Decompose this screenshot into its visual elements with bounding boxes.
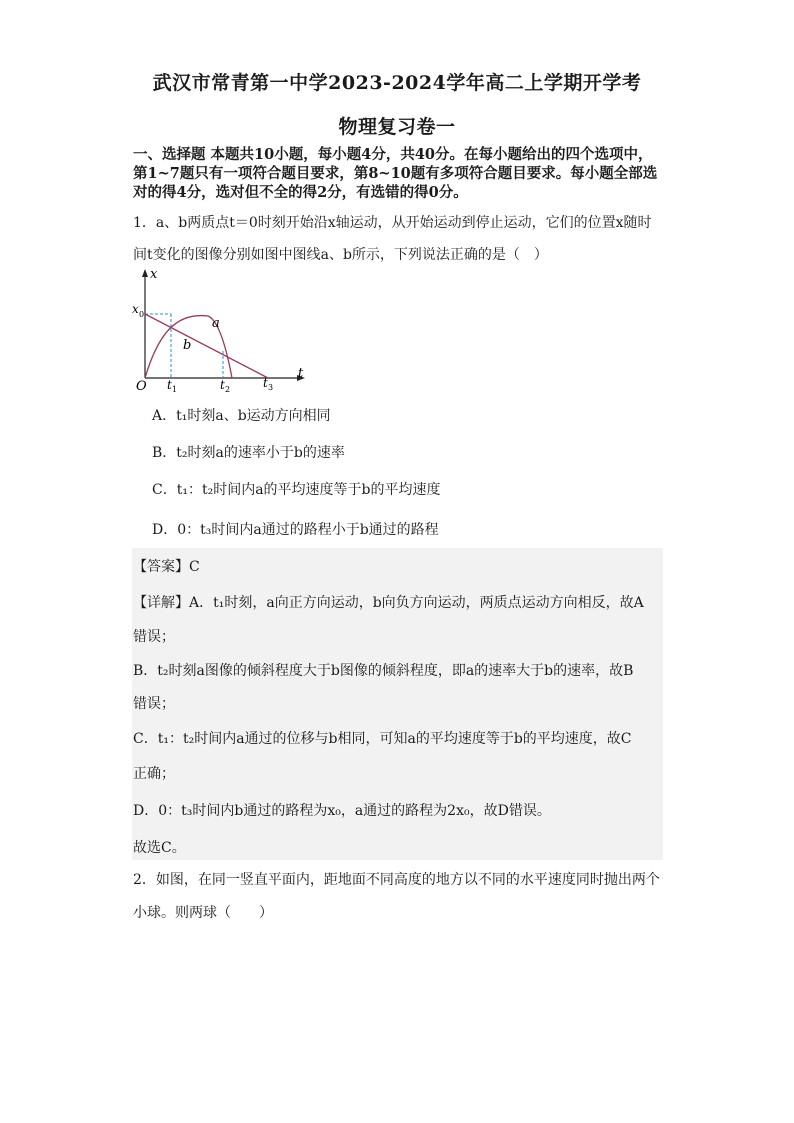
t1-sub: 1 [172,385,178,394]
line-b [145,314,268,378]
q1-detail-4: 错误； [133,696,175,712]
q1-answer: 【答案】C [133,559,200,575]
t2-sub: 2 [225,385,231,394]
y-axis-label: x [150,267,158,282]
q1-option-a: A．t₁时刻a、b运动方向相同 [152,408,331,424]
t2-label: t [220,378,225,392]
t3-label: t [263,376,268,390]
q1-option-d: D．0：t₃时间内a通过的路程小于b通过的路程 [152,522,439,538]
q1-detail-5: C．t₁：t₂时间内a通过的位移与b相同，可知a的平均速度等于b的平均速度，故C [133,731,632,747]
section-instructions: 一、选择题 本题共10小题，每小题4分，共40分。在每小题给出的四个选项中，第1~7题只有一项符合题目要求，第8~10题有多项符合题目要求。每小题全部选对的得4分，选对但不全的得2分，有选错的得0分。 [133,146,658,201]
x-axis-label: t [298,366,304,381]
line-b-label: b [183,338,192,353]
t1-label: t [167,378,172,392]
q1-stem-line1: 1．a、b两质点t＝0时刻开始沿x轴运动，从开始运动到停止运动，它们的位置x随时 [133,215,652,231]
q2-stem-line2: 小球。则两球（ ） [133,905,273,921]
q1-detail-2: 错误； [133,629,175,645]
q2-stem-line1: 2．如图，在同一竖直平面内，距地面不同高度的地方以不同的水平速度同时抛出两个 [133,872,660,888]
y-axis-arrow [142,269,148,277]
q1-detail-6: 正确； [133,766,175,782]
q1-option-c: C．t₁：t₂时间内a的平均速度等于b的平均速度 [152,482,441,498]
exam-subtitle: 物理复习卷一 [338,116,456,138]
x0-sub: 0 [139,310,145,319]
x0-label: x [132,302,139,316]
q1-stem-line2: 间t变化的图像分别如图中图线a、b所示，下列说法正确的是（ ） [133,247,548,263]
curve-a-label: a [212,316,220,331]
origin-label: O [136,379,147,394]
q1-option-b: B．t₂时刻a的速率小于b的速率 [152,445,345,461]
xt-graph [128,266,310,394]
exam-title: 武汉市常青第一中学2023-2024学年高二上学期开学考 [152,72,642,94]
q1-detail-3: B．t₂时刻a图像的倾斜程度大于b图像的倾斜程度，即a的速率大于b的速率，故B [133,663,634,679]
t3-sub: 3 [268,383,274,392]
q1-detail-1: 【详解】A．t₁时刻，a向正方向运动，b向负方向运动，两质点运动方向相反，故A [133,595,644,611]
q1-detail-7: D．0：t₃时间内b通过的路程为x₀，a通过的路程为2x₀，故D错误。 [133,803,551,819]
q1-detail-8: 故选C。 [133,840,186,856]
